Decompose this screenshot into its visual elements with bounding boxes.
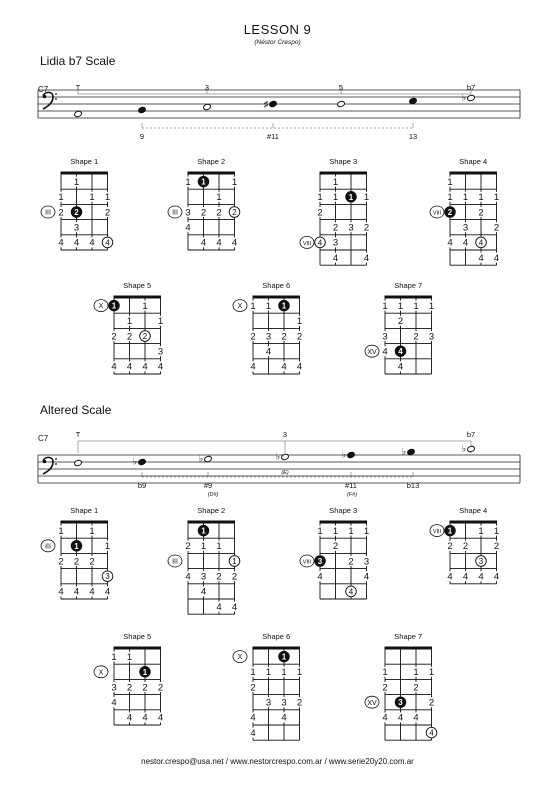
chord-shape-3 (300, 506, 371, 599)
chord-shape-7 (365, 632, 437, 740)
shape-label: Shape 3 (329, 506, 358, 515)
flat-icon: ♭ (461, 443, 467, 454)
tension-label-bottom: b9 (137, 481, 147, 490)
position-numeral: X (98, 303, 104, 311)
interval-label-top: 3 (204, 83, 210, 92)
finger-number: 4 (200, 237, 207, 249)
finger-number: 2 (317, 207, 323, 219)
note-head (342, 450, 355, 460)
finger-number: 4 (462, 571, 469, 583)
note-ellipse (74, 110, 83, 117)
finger-number: 3 (348, 222, 354, 234)
finger-number: 4 (429, 728, 434, 738)
finger-number: 4 (89, 237, 95, 249)
chord-shape-7 (365, 281, 436, 374)
finger-number: 4 (265, 346, 272, 358)
finger-number: 1 (89, 525, 95, 537)
finger-number: 1 (216, 192, 222, 204)
finger-number: 2 (397, 316, 404, 328)
finger-number: 1 (462, 192, 469, 204)
finger-number: 4 (382, 712, 388, 724)
position-numeral: X (98, 669, 104, 677)
finger-number: 2 (216, 207, 222, 219)
tension-label-bottom: #11 (345, 481, 357, 490)
position-numeral: VIII (432, 210, 442, 217)
flat-icon: ♭ (461, 92, 467, 103)
note-ellipse (204, 455, 213, 462)
finger-number: 1 (493, 192, 500, 204)
finger-number: 1 (317, 525, 323, 537)
finger-number: 1 (126, 651, 133, 663)
finger-number: 1 (317, 192, 323, 204)
note-head (264, 99, 278, 109)
flat-icon: ♭ (341, 449, 347, 460)
finger-number: 1 (382, 667, 388, 679)
note-head (203, 103, 212, 110)
note-ellipse (138, 106, 147, 113)
tension-label-bottom: #11 (267, 132, 279, 141)
enharmonic-label: (F#) (346, 492, 358, 498)
finger-number: 3 (157, 346, 164, 358)
tension-label-bottom: b13 (406, 481, 420, 490)
finger-number: 2 (332, 222, 339, 234)
finger-number: 3 (281, 697, 287, 709)
position-numeral: VIII (302, 559, 312, 566)
finger-number: 3 (73, 222, 80, 234)
finger-number: 4 (363, 252, 370, 264)
chord-symbol: C7 (38, 434, 49, 443)
position-marker (94, 666, 108, 678)
note-ellipse (138, 458, 147, 465)
finger-number: 4 (73, 586, 80, 598)
finger-number: 1 (478, 192, 484, 204)
enharmonic-label: (E) (281, 470, 289, 476)
finger-number: 3 (185, 207, 191, 219)
finger-number: 1 (447, 192, 453, 204)
finger-number: 3 (332, 237, 339, 249)
finger-number: 4 (58, 586, 64, 598)
shape-label: Shape 5 (123, 281, 152, 290)
finger-number: 4 (105, 238, 110, 248)
interval-label-top: b7 (466, 430, 476, 439)
finger-number: 1 (397, 300, 404, 312)
note-head (337, 100, 346, 107)
finger-number: 3 (363, 556, 370, 568)
position-marker (168, 555, 182, 567)
finger-number: 4 (185, 222, 191, 234)
position-numeral: XV (367, 348, 377, 356)
section-title-altered: Altered Scale (40, 403, 112, 417)
finger-number: 2 (296, 697, 303, 709)
chord-shape-5 (94, 632, 165, 725)
finger-number: 3 (478, 557, 484, 566)
note-head (462, 444, 475, 454)
note-head (409, 97, 418, 104)
page-title: LESSON 9 (243, 22, 312, 37)
finger-number: 2 (157, 682, 164, 694)
finger-number: 3 (265, 697, 272, 709)
finger-number: 1 (265, 300, 272, 312)
finger-number: 4 (397, 361, 404, 373)
finger-number: 3 (105, 572, 110, 582)
finger-number: 1 (428, 667, 435, 679)
finger-number: 4 (89, 586, 95, 598)
finger-number: 2 (363, 222, 370, 234)
finger-number: 1 (89, 192, 95, 204)
bass-clef-dot (43, 95, 47, 99)
finger-number: 2 (428, 697, 435, 709)
finger-number: 4 (296, 361, 303, 373)
staff-section-0 (38, 83, 520, 141)
finger-number: 4 (478, 252, 484, 264)
note-ellipse (407, 448, 416, 455)
tension-label-bottom: 9 (139, 132, 145, 141)
finger-number: 2 (447, 208, 453, 217)
finger-number: 1 (363, 192, 370, 204)
finger-number: 3 (265, 331, 272, 343)
finger-number: 1 (58, 525, 64, 537)
finger-number: 1 (447, 526, 453, 536)
chord-symbol: C7 (38, 85, 49, 94)
finger-number: 2 (413, 682, 419, 694)
note-ellipse (409, 97, 418, 104)
finger-number: 4 (348, 587, 354, 597)
finger-number: 1 (332, 525, 339, 537)
flat-icon: ♭ (132, 456, 138, 467)
position-marker (94, 300, 108, 312)
finger-number: 4 (382, 346, 388, 358)
interval-label-top: T (75, 430, 81, 439)
shape-label: Shape 4 (459, 506, 488, 515)
tension-label-bottom: #9 (203, 481, 213, 490)
finger-number: 4 (397, 712, 404, 724)
finger-number: 1 (216, 541, 222, 553)
bass-clef-dot (55, 93, 57, 95)
shape-label: Shape 1 (70, 506, 99, 515)
finger-number: 3 (398, 698, 403, 708)
finger-number: 4 (231, 601, 238, 613)
finger-number: 1 (73, 176, 80, 188)
finger-number: 2 (89, 556, 95, 568)
finger-number: 4 (478, 238, 484, 248)
finger-number: 1 (363, 525, 370, 537)
finger-number: 4 (200, 586, 207, 598)
finger-number: 4 (231, 237, 238, 249)
bass-clef-icon (43, 92, 57, 109)
position-numeral: VIII (302, 241, 312, 247)
bass-clef-dot (55, 458, 57, 460)
finger-number: 3 (317, 557, 323, 566)
finger-number: 4 (447, 237, 453, 249)
finger-number: 4 (111, 361, 117, 373)
finger-number: 3 (200, 571, 207, 583)
finger-number: 2 (111, 331, 117, 343)
finger-number: 1 (281, 652, 287, 662)
chord-shape-6 (233, 281, 304, 374)
finger-number: 1 (111, 651, 117, 663)
finger-number: 4 (363, 571, 370, 583)
note-ellipse (281, 453, 290, 460)
finger-number: 4 (142, 361, 148, 373)
finger-number: 2 (382, 682, 388, 694)
section-title-lidia: Lidia b7 Scale (40, 54, 116, 68)
finger-number: 4 (250, 712, 256, 724)
finger-number: 4 (398, 347, 403, 357)
finger-number: 2 (332, 541, 339, 553)
finger-number: 2 (185, 541, 191, 553)
finger-number: 4 (111, 697, 117, 709)
note-head (138, 106, 147, 113)
note-ellipse (347, 451, 356, 458)
position-marker (233, 651, 247, 663)
interval-label-top: 5 (338, 83, 344, 92)
interval-label-top: T (75, 83, 81, 92)
chord-shape-2 (168, 506, 240, 614)
finger-number: 1 (281, 667, 287, 679)
shape-label: Shape 2 (197, 506, 226, 515)
note-head (74, 459, 83, 466)
chord-shape-1 (41, 506, 113, 599)
finger-number: 1 (281, 301, 287, 311)
note-ellipse (269, 100, 278, 107)
finger-number: 4 (493, 252, 500, 264)
finger-number: 4 (157, 712, 164, 724)
note-ellipse (467, 94, 476, 101)
finger-number: 1 (296, 316, 303, 328)
note-head (276, 452, 289, 462)
finger-number: 2 (462, 541, 469, 553)
finger-number: 2 (231, 571, 238, 583)
finger-number: 4 (126, 361, 133, 373)
flat-icon: ♭ (198, 453, 204, 464)
finger-number: 2 (348, 556, 354, 568)
position-marker (168, 206, 182, 218)
shape-label: Shape 3 (329, 157, 358, 166)
finger-number: 4 (413, 712, 419, 724)
shape-label: Shape 2 (197, 157, 226, 166)
note-head (133, 457, 146, 467)
finger-number: 4 (478, 571, 484, 583)
finger-number: 1 (296, 667, 303, 679)
finger-number: 1 (104, 192, 111, 204)
finger-number: 1 (200, 541, 207, 553)
note-ellipse (203, 103, 212, 110)
finger-number: 4 (250, 727, 256, 739)
finger-number: 1 (348, 192, 354, 202)
finger-number: 1 (231, 176, 238, 188)
finger-number: 4 (142, 712, 148, 724)
finger-number: 2 (58, 556, 64, 568)
position-marker (365, 345, 379, 357)
chord-shape-1 (41, 157, 113, 250)
finger-number: 4 (216, 601, 222, 613)
finger-number: 1 (478, 525, 484, 537)
position-numeral: VIII (432, 529, 442, 536)
finger-number: 1 (142, 667, 148, 677)
finger-number: 2 (281, 331, 287, 343)
tension-label-bottom: 13 (408, 132, 418, 141)
finger-number: 1 (201, 177, 206, 187)
finger-number: 3 (462, 222, 469, 234)
finger-number: 1 (265, 667, 272, 679)
position-marker (41, 206, 55, 218)
flat-icon: ♭ (275, 451, 281, 462)
position-marker (41, 540, 55, 552)
bass-clef-dot (55, 463, 57, 465)
finger-number: 1 (413, 667, 419, 679)
finger-number: 2 (104, 207, 111, 219)
finger-number: 1 (126, 316, 133, 328)
chord-shape-5 (94, 281, 165, 374)
position-numeral: III (45, 209, 51, 217)
note-ellipse (337, 100, 346, 107)
finger-number: 2 (493, 222, 500, 234)
shape-label: Shape 6 (262, 281, 291, 290)
shape-label: Shape 7 (394, 632, 423, 641)
finger-number: 2 (216, 571, 222, 583)
enharmonic-label: (D#) (207, 492, 219, 498)
finger-number: 1 (157, 316, 164, 328)
position-marker (430, 206, 444, 218)
finger-number: 4 (493, 571, 500, 583)
author-credit: (Néstor Crespo) (254, 39, 301, 46)
position-numeral: X (237, 303, 243, 311)
chord-shape-2 (168, 157, 240, 250)
finger-number: 4 (317, 571, 323, 583)
finger-number: 2 (58, 207, 64, 219)
finger-number: 2 (478, 207, 484, 219)
position-numeral: X (237, 654, 243, 662)
finger-number: 1 (111, 301, 117, 311)
finger-number: 4 (216, 237, 222, 249)
finger-number: 1 (382, 300, 388, 312)
finger-number: 2 (74, 208, 79, 217)
chord-shape-3 (300, 157, 371, 265)
chord-shape-6 (233, 632, 304, 740)
shape-label: Shape 4 (459, 157, 488, 166)
finger-number: 1 (250, 667, 256, 679)
finger-number: 4 (126, 712, 133, 724)
finger-number: 3 (428, 331, 435, 343)
finger-number: 2 (250, 682, 256, 694)
finger-number: 1 (201, 526, 206, 536)
finger-number: 1 (58, 192, 64, 204)
finger-number: 2 (73, 556, 80, 568)
chord-shape-4 (430, 506, 501, 584)
note-ellipse (74, 459, 83, 466)
position-marker (300, 236, 314, 248)
finger-number: 1 (232, 557, 237, 566)
staff-section-1 (38, 430, 520, 498)
finger-number: 4 (317, 238, 323, 248)
finger-number: 2 (413, 331, 419, 343)
finger-number: 4 (185, 571, 191, 583)
shape-label: Shape 6 (262, 632, 291, 641)
bass-clef-icon (43, 457, 57, 474)
finger-number: 1 (142, 300, 148, 312)
finger-number: 1 (447, 176, 453, 188)
interval-label-top: 3 (282, 430, 288, 439)
finger-number: 2 (447, 541, 453, 553)
finger-number: 1 (185, 176, 191, 188)
finger-number: 3 (111, 682, 117, 694)
finger-number: 1 (332, 176, 339, 188)
finger-number: 2 (126, 331, 133, 343)
position-numeral: XV (367, 699, 377, 707)
sharp-icon: ♯ (263, 99, 269, 109)
footer-contact: nestor.crespo@usa.net / www.nestorcrespo.com.ar / www.serie20y20.com.ar (141, 757, 414, 766)
finger-number: 4 (250, 361, 256, 373)
finger-number: 2 (200, 207, 207, 219)
finger-number: 2 (232, 208, 237, 217)
flat-icon: ♭ (401, 446, 407, 457)
finger-number: 1 (332, 192, 339, 204)
finger-number: 4 (157, 361, 164, 373)
finger-number: 2 (296, 331, 303, 343)
position-numeral: III (172, 558, 178, 566)
position-numeral: III (172, 209, 178, 217)
finger-number: 4 (281, 361, 287, 373)
finger-number: 4 (58, 237, 64, 249)
finger-number: 2 (250, 331, 256, 343)
finger-number: 4 (332, 252, 339, 264)
position-marker (233, 300, 247, 312)
note-head (74, 110, 83, 117)
note-ellipse (467, 445, 476, 452)
finger-number: 1 (74, 541, 79, 551)
finger-number: 1 (250, 300, 256, 312)
shape-label: Shape 1 (70, 157, 99, 166)
interval-label-top: b7 (466, 83, 476, 92)
shape-label: Shape 5 (123, 632, 152, 641)
finger-number: 1 (493, 525, 500, 537)
bass-clef-dot (43, 460, 47, 464)
finger-number: 4 (447, 571, 453, 583)
bass-clef-dot (55, 98, 57, 100)
finger-number: 2 (142, 682, 148, 694)
finger-number: 2 (493, 541, 500, 553)
finger-number: 2 (126, 682, 133, 694)
shape-label: Shape 7 (394, 281, 423, 290)
finger-number: 1 (104, 541, 111, 553)
finger-number: 1 (428, 300, 435, 312)
position-marker (365, 696, 379, 708)
finger-number: 4 (104, 586, 111, 598)
chord-shape-4 (430, 157, 501, 265)
finger-number: 1 (413, 300, 419, 312)
finger-number: 1 (348, 525, 354, 537)
position-numeral: III (45, 543, 51, 551)
finger-number: 2 (142, 332, 148, 341)
finger-number: 3 (382, 331, 388, 343)
finger-number: 4 (73, 237, 80, 249)
finger-number: 4 (462, 237, 469, 249)
position-marker (300, 555, 314, 567)
finger-number: 4 (281, 712, 287, 724)
position-marker (430, 525, 444, 537)
